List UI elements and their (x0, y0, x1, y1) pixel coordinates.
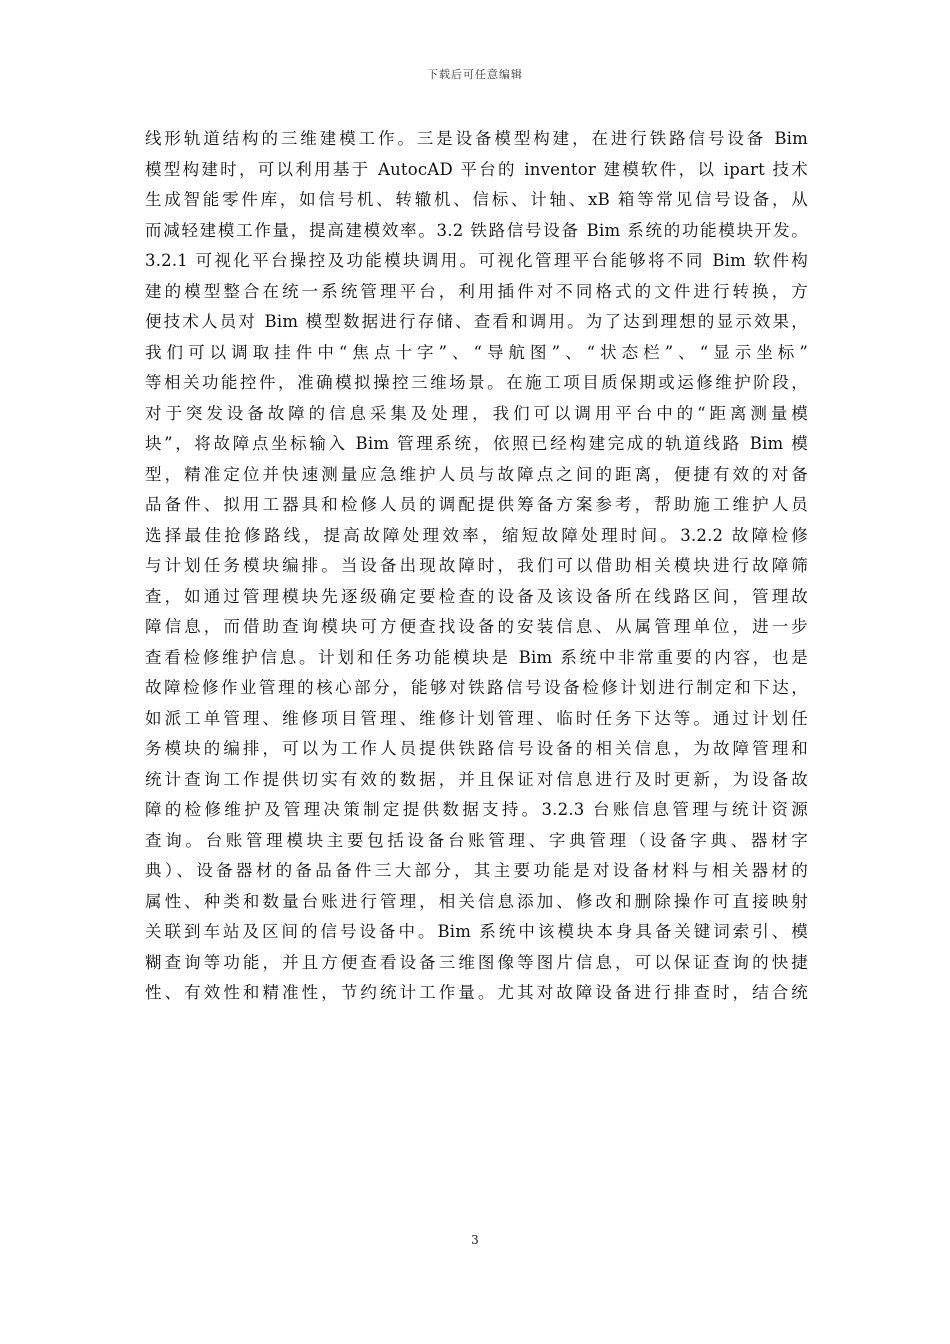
text-line: 故障检修作业管理的核心部分，能够对铁路信号设备检修计划进行制定和下达， (145, 678, 808, 697)
text-line: 统计查询工作提供切实有效的数据，并且保证对信息进行及时更新，为设备故 (145, 769, 808, 789)
text-line: 3.2.1 可视化平台操控及功能模块调用。可视化管理平台能够将不同 Bim 软件构 (145, 251, 808, 270)
text-line: 务模块的编排，可以为工作人员提供铁路信号设备的相关信息，为故障管理和 (145, 739, 808, 758)
text-line: 选择最佳抢修路线，提高故障处理效率，缩短故障处理时间。3.2.2 故障检修 (145, 525, 808, 545)
text-line: 建的模型整合在统一系统管理平台，利用插件对不同格式的文件进行转换，方 (145, 281, 808, 301)
text-line: 我们可以调取挂件中“焦点十字”、“导航图”、“状态栏”、“显示坐标” (145, 342, 808, 362)
text-line: 对于突发设备故障的信息采集及处理，我们可以调用平台中的“距离测量模 (145, 403, 808, 423)
text-line: 便技术人员对 Bim 模型数据进行存储、查看和调用。为了达到理想的显示效果， (145, 312, 808, 331)
text-line: 典）、设备器材的备品备件三大部分，其主要功能是对设备材料与相关器材的 (145, 861, 808, 880)
page-header: 下载后可任意编辑 (427, 68, 523, 81)
text-line: 品备件、拟用工器具和检修人员的调配提供筹备方案参考，帮助施工维护人员 (145, 495, 808, 514)
body-text (145, 124, 808, 1009)
text-line: 与计划任务模块编排。当设备出现故障时，我们可以借助相关模块进行故障筛 (145, 556, 808, 575)
text-line: 如派工单管理、维修项目管理、维修计划管理、临时任务下达等。通过计划任 (145, 708, 808, 728)
text-line: 性、有效性和精准性，节约统计工作量。尤其对故障设备进行排查时，结合统 (145, 983, 808, 1002)
text-line: 而减轻建模工作量，提高建模效率。3.2 铁路信号设备 Bim 系统的功能模块开发。 (145, 220, 808, 240)
text-line: 等相关功能控件，准确模拟操控三维场景。在施工项目质保期或运修维护阶段， (145, 373, 808, 392)
text-line: 线形轨道结构的三维建模工作。三是设备模型构建，在进行铁路信号设备 Bim (145, 129, 808, 148)
text-line: 属性、种类和数量台账进行管理，相关信息添加、修改和删除操作可直接映射 (145, 891, 808, 911)
text-line: 块”，将故障点坐标输入 Bim 管理系统，依照已经构建完成的轨道线路 Bim 模 (145, 434, 808, 453)
text-line: 生成智能零件库，如信号机、转辙机、信标、计轴、xB 箱等常见信号设备，从 (145, 190, 808, 209)
text-line: 查询。台账管理模块主要包括设备台账管理、字典管理（设备字典、器材字 (145, 830, 808, 850)
text-line: 糊查询等功能，并且方便查看设备三维图像等图片信息，可以保证查询的快捷 (145, 952, 808, 972)
text-line: 查看检修维护信息。计划和任务功能模块是 Bim 系统中非常重要的内容，也是 (145, 647, 808, 667)
text-line: 障信息，而借助查询模块可方便查找设备的安装信息、从属管理单位，进一步 (145, 617, 808, 636)
text-line: 障的检修维护及管理决策制定提供数据支持。3.2.3 台账信息管理与统计资源 (145, 800, 808, 819)
text-line: 模型构建时，可以利用基于 AutocAD 平台的 inventor 建模软件，以 ipart 技术 (145, 159, 808, 179)
text-line: 关联到车站及区间的信号设备中。Bim 系统中该模块本身具备关键词索引、模 (145, 922, 808, 941)
text-line: 型，精准定位并快速测量应急维护人员与故障点之间的距离，便捷有效的对备 (145, 464, 808, 484)
page-number: 3 (471, 1233, 479, 1247)
text-line: 查，如通过管理模块先逐级确定要检查的设备及该设备所在线路区间，管理故 (145, 586, 808, 606)
